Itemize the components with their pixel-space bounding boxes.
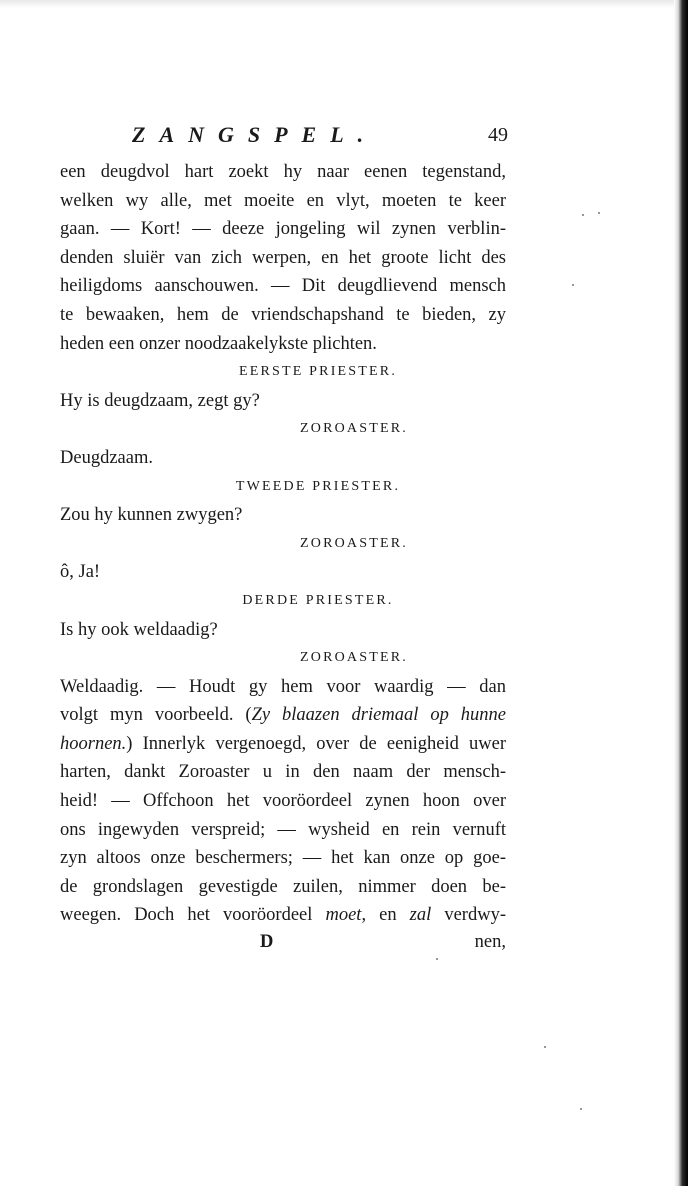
speaker-name: ZOROASTER.	[300, 650, 408, 666]
text-run: volgt myn voorbeeld. (	[60, 705, 252, 726]
signature-mark: D	[260, 932, 274, 953]
text-line: ons ingewyden verspreid; — wysheid en rein vernuft	[60, 819, 506, 840]
text-line: heden een onzer noodzaakelykste plichten.	[60, 333, 377, 354]
speech-line: Is hy ook weldaadig?	[60, 619, 218, 640]
speaker-name: DERDE PRIESTER.	[242, 592, 394, 608]
text-line: Weldaadig. — Houdt gy hem voor waardig — dan	[60, 676, 506, 697]
speaker-name: TWEEDE PRIESTER.	[235, 478, 401, 494]
speck	[582, 214, 584, 216]
speech-line: Hy is deugdzaam, zegt gy?	[60, 390, 260, 411]
text-line: te bewaaken, hem de vriendschapshand te bieden, zy	[60, 304, 506, 325]
running-title: ZANGSPEL.	[132, 122, 378, 147]
stage-direction: Zy blaazen driemaal op hunne	[251, 705, 506, 726]
text-line: heid! — Offchoon het vooröordeel zynen hoon over	[60, 791, 506, 812]
text-line	[60, 701, 506, 730]
speck	[572, 284, 574, 286]
speech-line: Zou hy kunnen zwygen?	[60, 505, 243, 526]
speaker-name: ZOROASTER.	[300, 421, 408, 437]
speaker-name: ZOROASTER.	[300, 535, 408, 551]
text-run: , en	[361, 905, 410, 926]
speech-line: ô, Ja!	[60, 562, 101, 583]
text-line: gaan. — Kort! — deeze jongeling wil zynen verblin-	[60, 219, 506, 240]
text-line: heiligdoms aanschouwen. — Dit deugdlievend mensch	[60, 276, 506, 297]
text-line	[60, 730, 506, 759]
catchword: nen,	[474, 932, 506, 953]
text-run: verdwy-	[431, 905, 506, 926]
speck	[580, 1108, 582, 1110]
text-line: welken wy alle, met moeite en vlyt, moeten te keer	[60, 190, 506, 211]
text-run: weegen. Doch het vooröordeel	[60, 905, 326, 926]
page-top-shadow	[0, 0, 688, 8]
speaker-name: EERSTE PRIESTER.	[238, 364, 398, 380]
paragraph-2	[60, 673, 506, 930]
speech-line: Deugdzaam.	[60, 447, 153, 468]
emphasis: moet	[325, 905, 362, 926]
text-line: een deugdvol hart zoekt hy naar eenen tegenstand,	[60, 162, 506, 182]
text-line: de grondslagen gevestigde zuilen, nimmer doen be-	[60, 876, 506, 897]
page-number: 49	[488, 124, 508, 146]
stage-direction: hoornen.	[60, 733, 127, 754]
page-footer	[60, 930, 506, 960]
page-right-edge	[674, 0, 688, 1186]
text-line: zyn altoos onze beschermers; — het kan onze op goe-	[60, 848, 506, 869]
book-page	[60, 118, 506, 960]
speck	[544, 1046, 546, 1048]
text-run: ) Innerlyk vergenoegd, over de eenigheid uwer	[126, 733, 506, 754]
text-line: harten, dankt Zoroaster u in den naam der mensch-	[60, 762, 506, 783]
running-head	[60, 118, 506, 158]
paragraph-1	[60, 158, 506, 358]
speck	[598, 212, 600, 214]
text-line: denden sluiër van zich werpen, en het groote licht des	[60, 247, 506, 268]
emphasis: zal	[409, 905, 432, 926]
text-line	[60, 901, 506, 930]
